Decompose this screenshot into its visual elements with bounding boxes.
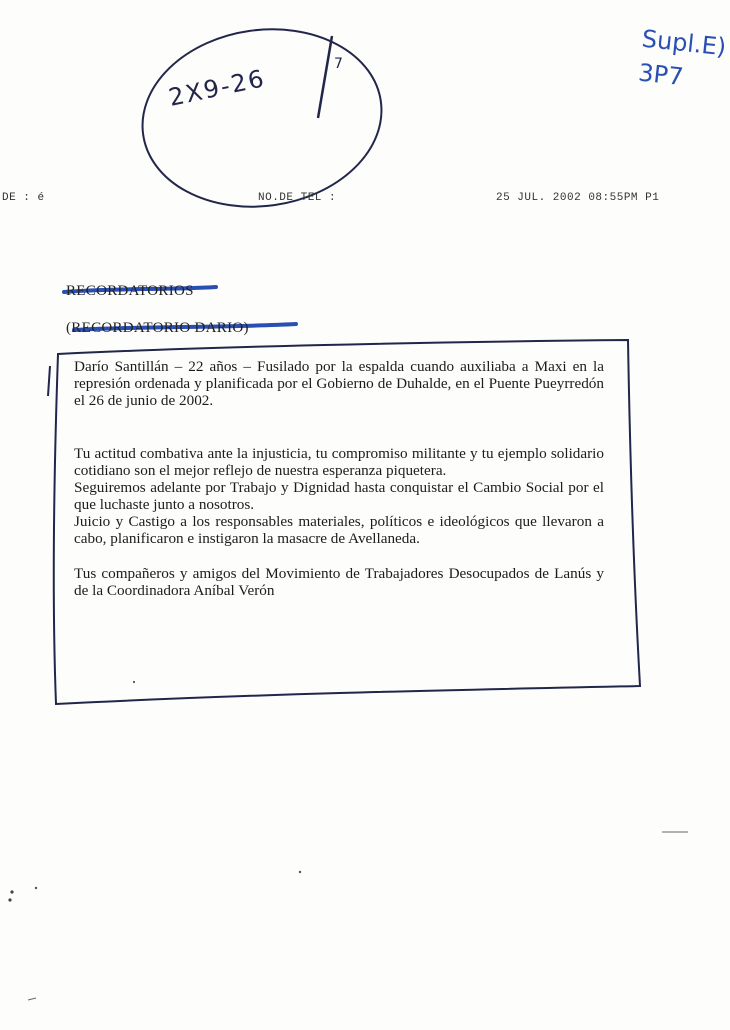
handwritten-note xyxy=(637,22,730,99)
stamp-circle xyxy=(131,14,393,222)
paragraph-2: Tu actitud combativa ante la injusticia, tu compromiso militante y tu ejemplo solidario cotidiano son el mejor reflejo de nuestra esperanza piquetera. xyxy=(74,445,604,479)
heading-recordatorio-dario: (RECORDATORIO DARIO) xyxy=(66,320,249,336)
fax-header xyxy=(0,192,700,210)
letter-body xyxy=(74,358,604,599)
fax-timestamp: 25 JUL. 2002 08:55PM P1 xyxy=(496,192,660,204)
handwritten-note-line1: Supl.E) xyxy=(640,24,728,62)
paragraph-4: Juicio y Castigo a los responsables materiales, políticos e ideológicos que llevaron a cabo, planificaron e instigaron la masacre de Avellaneda. xyxy=(74,513,604,547)
stamp-number: 2X9-26 xyxy=(166,64,269,112)
paragraph-3: Seguiremos adelante por Trabajo y Dignidad hasta conquistar el Cambio Social por el que luchaste junto a nosotros. xyxy=(74,479,604,513)
stamp-suffix: 7 xyxy=(334,56,343,72)
handwritten-note-line2: 3P7 xyxy=(636,58,685,92)
fax-tel: NO.DE TEL : xyxy=(258,192,337,204)
signature: Tus compañeros y amigos del Movimiento de Trabajadores Desocupados de Lanús y de la Coordinadora Aníbal Verón xyxy=(74,565,604,599)
paragraph-1: Darío Santillán – 22 años – Fusilado por la espalda cuando auxiliaba a Maxi en la represión ordenada y planificada por el Gobierno de Duhalde, en el Puente Pueyrredón el 26 de junio de 2002. xyxy=(74,358,604,409)
heading-recordatorios: RECORDATORIOS xyxy=(66,283,194,299)
fax-from: DE : é xyxy=(2,192,45,204)
stamp-slash xyxy=(318,36,332,118)
